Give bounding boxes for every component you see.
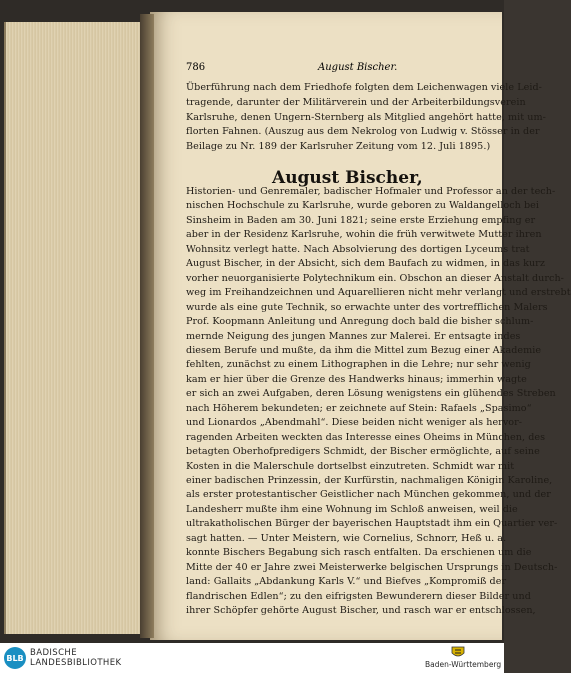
library-name-line2: LANDESBIBLIOTHEK xyxy=(30,658,122,668)
text-line: Landesherr mußte ihm eine Wohnung im Schloß anweisen, weil die xyxy=(186,503,518,515)
text-line: nischen Hochschule zu Karlsruhe, wurde geboren zu Waldangelloch bei xyxy=(186,200,540,212)
text-line: diesem Berufe und mußte, da ihm die Mittel zum Bezug einer Akademie xyxy=(186,344,542,356)
running-head: August Bischer. xyxy=(318,62,398,73)
page-header xyxy=(186,62,498,76)
text-line: kam er hier über die Grenze des Handwerks hinaus; immerhin wagte xyxy=(186,373,527,385)
text-line: Prof. Koopmann Anleitung und Anregung doch bald die bisher schlum- xyxy=(186,316,534,328)
library-name-line1: BADISCHE xyxy=(30,648,77,658)
page-number: 786 xyxy=(186,62,206,73)
text-line: einer badischen Prinzessin, der Kurfürstin, nachmaligen Königin Karoline, xyxy=(186,475,553,486)
article-title: August Bischer, xyxy=(272,168,423,188)
text-line: ragenden Arbeiten weckten das Interesse eines Oheims in München, des xyxy=(186,431,546,443)
text-line: wurde als eine gute Technik, so erwachte unter des vortrefflichen Malers xyxy=(186,301,548,313)
text-line: Karlsruhe, denen Ungern-Sternberg als Mitglied angehört hatte, mit um- xyxy=(186,111,546,123)
text-line: sagt hatten. — Unter Meistern, wie Cornelius, Schnorr, Heß u. a. xyxy=(186,532,507,544)
text-line: konnte Bischers Begabung sich rasch entfalten. Da erschienen um die xyxy=(186,547,532,559)
book-gutter xyxy=(140,14,154,638)
text-line: August Bischer, in der Absicht, sich dem Baufach zu widmen, in das kurz xyxy=(186,258,545,270)
text-line: weg im Freihandzeichnen und Aquarellieren nicht mehr verlangt und erstrebt xyxy=(186,287,571,299)
text-line: nach Höherem bekundeten; er zeichnete auf Stein: Rafaels „Spasimo“ xyxy=(186,402,532,414)
text-line: Mitte der 40 er Jahre zwei Meisterwerke belgischen Ursprungs in Deutsch- xyxy=(186,561,558,573)
text-line: flandrischen Edlen“; zu den eifrigsten Bewunderern dieser Bilder und xyxy=(186,590,531,602)
text-line: und Lionardos „Abendmahl“. Diese beiden nicht weniger als hervor- xyxy=(186,417,523,429)
text-line: land: Gallaits „Abdankung Karls V.“ und Biefves „Kompromiß der xyxy=(186,576,507,588)
text-line: Historien- und Genremaler, badischer Hofmaler und Professor an der tech- xyxy=(186,186,556,197)
text-line: fehlten, zunächst zu einem Lithographen in die Lehre; nur sehr wenig xyxy=(186,359,531,371)
text-line: Wohnsitz verlegt hatte. Nach Absolvierung des dortigen Lyceums trat xyxy=(186,243,530,255)
library-name[interactable] xyxy=(30,648,121,668)
blb-logo[interactable]: BLB xyxy=(4,647,26,669)
text-line: tragende, darunter der Militärverein und der Arbeiterbildungsverein xyxy=(186,96,526,108)
book-page-edges xyxy=(4,22,146,634)
text-line: vorher neuorganisierte Polytechnikum ein. Obschon an dieser Anstalt durch- xyxy=(186,272,564,284)
state-name[interactable]: Baden-Württemberg xyxy=(425,660,502,669)
text-line: ihrer Schöpfer gehörte August Bischer, und rasch war er entschlossen, xyxy=(186,605,536,617)
text-line: ultrakatholischen Bürger der bayerischen Hauptstadt ihm ein Quartier ver- xyxy=(186,518,558,530)
text-line: Sinsheim in Baden am 30. Juni 1821; seine erste Erziehung empfing er xyxy=(186,214,536,226)
text-line: er sich an zwei Aufgaben, deren Lösung wenigstens ein glühendes Streben xyxy=(186,388,556,400)
text-line: Überführung nach dem Friedhofe folgten dem Leichenwagen viele Leid- xyxy=(186,82,542,93)
bw-crest-icon xyxy=(450,645,466,659)
text-line: betagten Oberhofpredigers Schmidt, der Bischer ermöglichte, auf seine xyxy=(186,446,540,458)
text-line: mernde Neigung des jungen Mannes zur Malerei. Er entsagte indes xyxy=(186,330,521,342)
text-line: als erster protestantischer Geistlicher nach München gekommen, und der xyxy=(186,489,551,501)
text-line: aber in der Residenz Karlsruhe, wohin die früh verwitwete Mutter ihren xyxy=(186,229,542,241)
text-line: Kosten in die Malerschule dortselbst einzutreten. Schmidt war mit xyxy=(186,460,515,472)
text-line: Beilage zu Nr. 189 der Karlsruher Zeitung vom 12. Juli 1895.) xyxy=(186,141,491,153)
text-line: florten Fahnen. (Auszug aus dem Nekrolog von Ludwig v. Stösser in der xyxy=(186,126,540,138)
